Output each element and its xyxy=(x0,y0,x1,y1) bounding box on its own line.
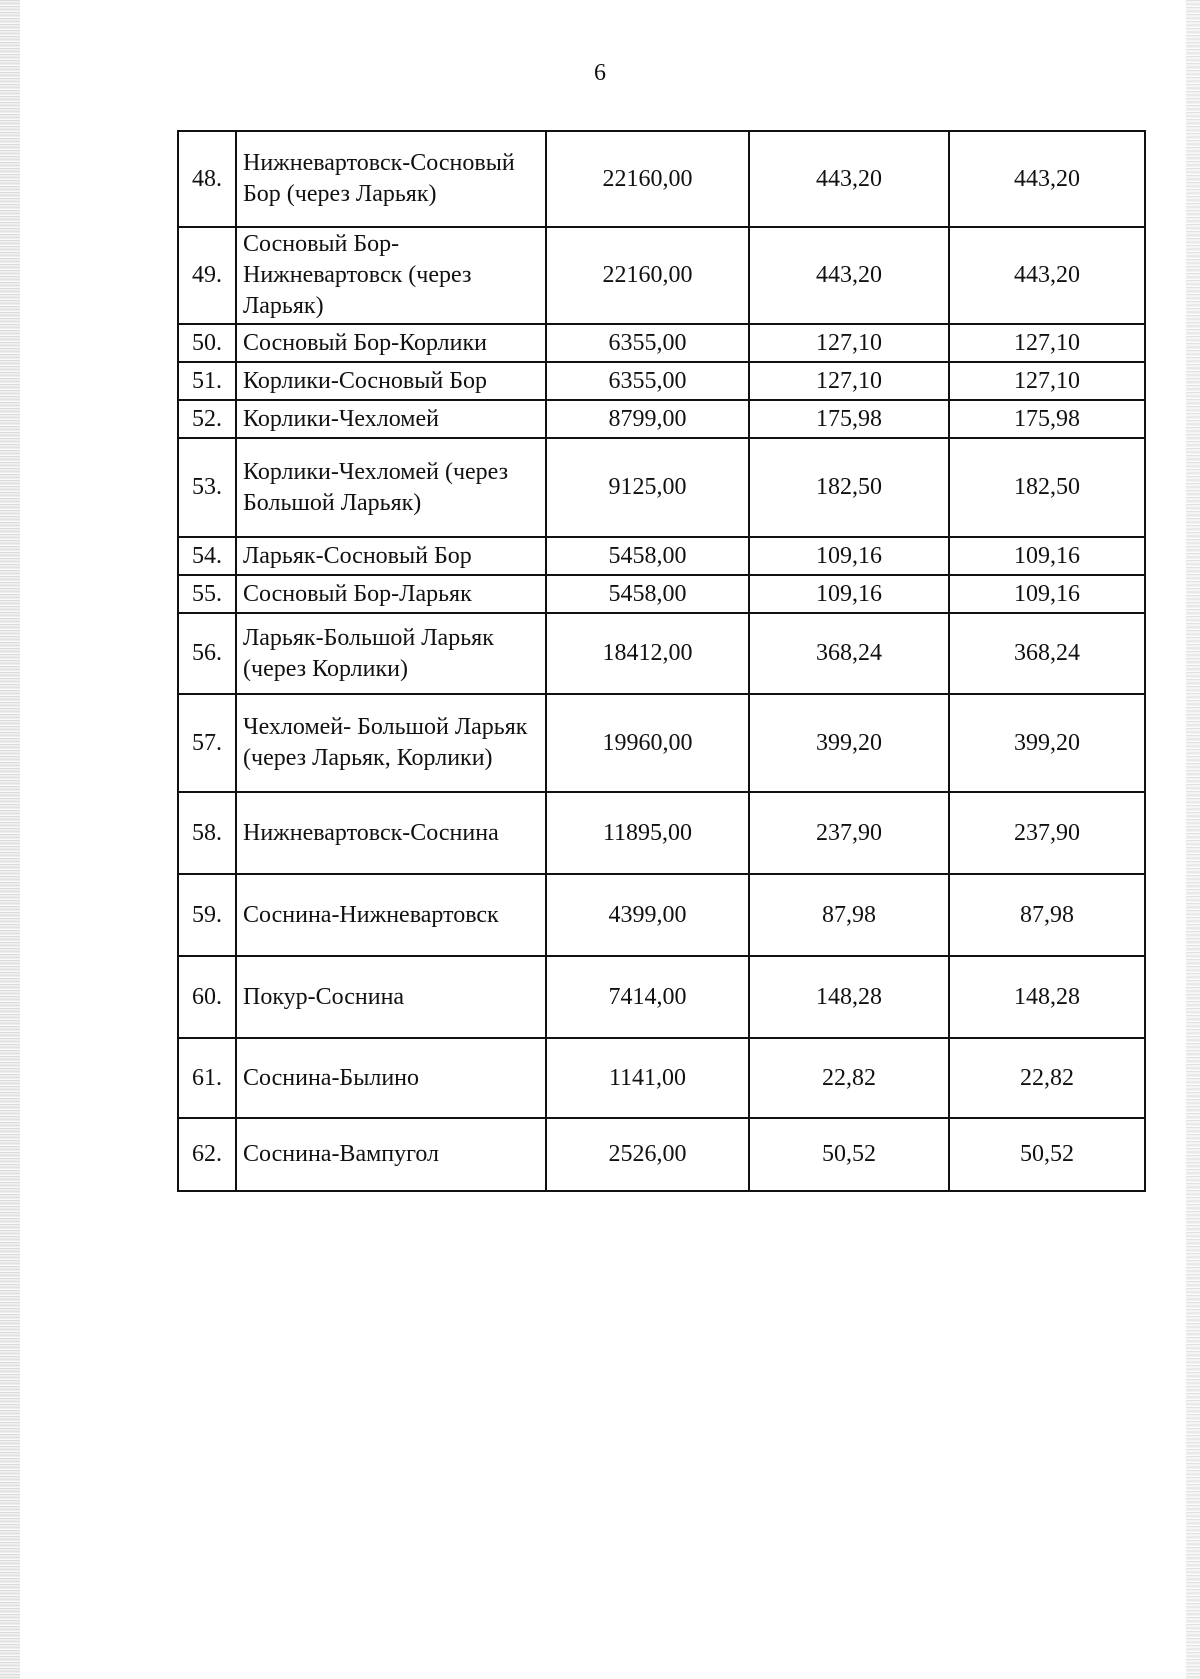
route-name: Нижневартовск-Соснина xyxy=(236,792,546,874)
table-row xyxy=(178,537,1145,575)
route-name: Корлики-Чехломей (через Большой Ларьяк) xyxy=(236,438,546,537)
value-col-2: 127,10 xyxy=(749,362,949,400)
route-name: Соснина-Вампугол xyxy=(236,1118,546,1191)
value-col-1: 2526,00 xyxy=(546,1118,749,1191)
table-row xyxy=(178,400,1145,438)
row-number: 52. xyxy=(178,400,236,438)
row-number: 58. xyxy=(178,792,236,874)
value-col-2: 443,20 xyxy=(749,227,949,324)
routes-table xyxy=(177,130,1146,1192)
value-col-1: 7414,00 xyxy=(546,956,749,1038)
table-row xyxy=(178,956,1145,1038)
route-name: Сосновый Бор-Корлики xyxy=(236,324,546,362)
table-row xyxy=(178,575,1145,613)
page-number: 6 xyxy=(594,60,606,86)
value-col-3: 237,90 xyxy=(949,792,1145,874)
route-name: Сосновый Бор-Нижневартовск (через Ларьяк) xyxy=(236,227,546,324)
route-name: Ларьяк-Сосновый Бор xyxy=(236,537,546,575)
value-col-1: 1141,00 xyxy=(546,1038,749,1118)
value-col-1: 5458,00 xyxy=(546,537,749,575)
value-col-3: 182,50 xyxy=(949,438,1145,537)
value-col-3: 443,20 xyxy=(949,227,1145,324)
row-number: 59. xyxy=(178,874,236,956)
value-col-2: 109,16 xyxy=(749,537,949,575)
row-number: 50. xyxy=(178,324,236,362)
value-col-3: 22,82 xyxy=(949,1038,1145,1118)
route-name: Ларьяк-Большой Ларьяк (через Корлики) xyxy=(236,613,546,694)
value-col-2: 87,98 xyxy=(749,874,949,956)
route-name: Корлики-Сосновый Бор xyxy=(236,362,546,400)
row-number: 61. xyxy=(178,1038,236,1118)
value-col-3: 399,20 xyxy=(949,694,1145,792)
route-name: Нижневартовск-Сосновый Бор (через Ларьяк) xyxy=(236,131,546,227)
value-col-2: 109,16 xyxy=(749,575,949,613)
value-col-1: 9125,00 xyxy=(546,438,749,537)
value-col-2: 237,90 xyxy=(749,792,949,874)
row-number: 57. xyxy=(178,694,236,792)
value-col-1: 18412,00 xyxy=(546,613,749,694)
table-row xyxy=(178,362,1145,400)
row-number: 56. xyxy=(178,613,236,694)
value-col-3: 148,28 xyxy=(949,956,1145,1038)
value-col-3: 175,98 xyxy=(949,400,1145,438)
value-col-1: 5458,00 xyxy=(546,575,749,613)
row-number: 49. xyxy=(178,227,236,324)
table-row xyxy=(178,792,1145,874)
row-number: 54. xyxy=(178,537,236,575)
row-number: 51. xyxy=(178,362,236,400)
value-col-1: 6355,00 xyxy=(546,324,749,362)
route-name: Соснина-Нижневартовск xyxy=(236,874,546,956)
value-col-3: 87,98 xyxy=(949,874,1145,956)
table-row xyxy=(178,324,1145,362)
row-number: 53. xyxy=(178,438,236,537)
value-col-1: 11895,00 xyxy=(546,792,749,874)
value-col-2: 50,52 xyxy=(749,1118,949,1191)
table-row xyxy=(178,438,1145,537)
table-row xyxy=(178,227,1145,324)
row-number: 55. xyxy=(178,575,236,613)
value-col-2: 443,20 xyxy=(749,131,949,227)
route-name: Покур-Соснина xyxy=(236,956,546,1038)
value-col-2: 399,20 xyxy=(749,694,949,792)
scan-edge-left xyxy=(0,0,20,1679)
value-col-2: 368,24 xyxy=(749,613,949,694)
value-col-2: 148,28 xyxy=(749,956,949,1038)
value-col-1: 4399,00 xyxy=(546,874,749,956)
value-col-1: 22160,00 xyxy=(546,227,749,324)
row-number: 60. xyxy=(178,956,236,1038)
value-col-3: 127,10 xyxy=(949,362,1145,400)
route-name: Соснина-Былино xyxy=(236,1038,546,1118)
table-row xyxy=(178,694,1145,792)
value-col-3: 50,52 xyxy=(949,1118,1145,1191)
value-col-3: 443,20 xyxy=(949,131,1145,227)
row-number: 62. xyxy=(178,1118,236,1191)
table-row xyxy=(178,1118,1145,1191)
value-col-3: 127,10 xyxy=(949,324,1145,362)
route-name: Чехломей- Большой Ларьяк (через Ларьяк, Корлики) xyxy=(236,694,546,792)
value-col-2: 22,82 xyxy=(749,1038,949,1118)
value-col-1: 22160,00 xyxy=(546,131,749,227)
value-col-2: 127,10 xyxy=(749,324,949,362)
value-col-3: 368,24 xyxy=(949,613,1145,694)
value-col-3: 109,16 xyxy=(949,537,1145,575)
value-col-1: 6355,00 xyxy=(546,362,749,400)
value-col-2: 182,50 xyxy=(749,438,949,537)
scan-edge-right xyxy=(1186,0,1200,1679)
value-col-1: 19960,00 xyxy=(546,694,749,792)
table-row xyxy=(178,1038,1145,1118)
value-col-2: 175,98 xyxy=(749,400,949,438)
table-row xyxy=(178,131,1145,227)
route-name: Сосновый Бор-Ларьяк xyxy=(236,575,546,613)
value-col-1: 8799,00 xyxy=(546,400,749,438)
route-name: Корлики-Чехломей xyxy=(236,400,546,438)
table-row xyxy=(178,613,1145,694)
row-number: 48. xyxy=(178,131,236,227)
value-col-3: 109,16 xyxy=(949,575,1145,613)
table-row xyxy=(178,874,1145,956)
